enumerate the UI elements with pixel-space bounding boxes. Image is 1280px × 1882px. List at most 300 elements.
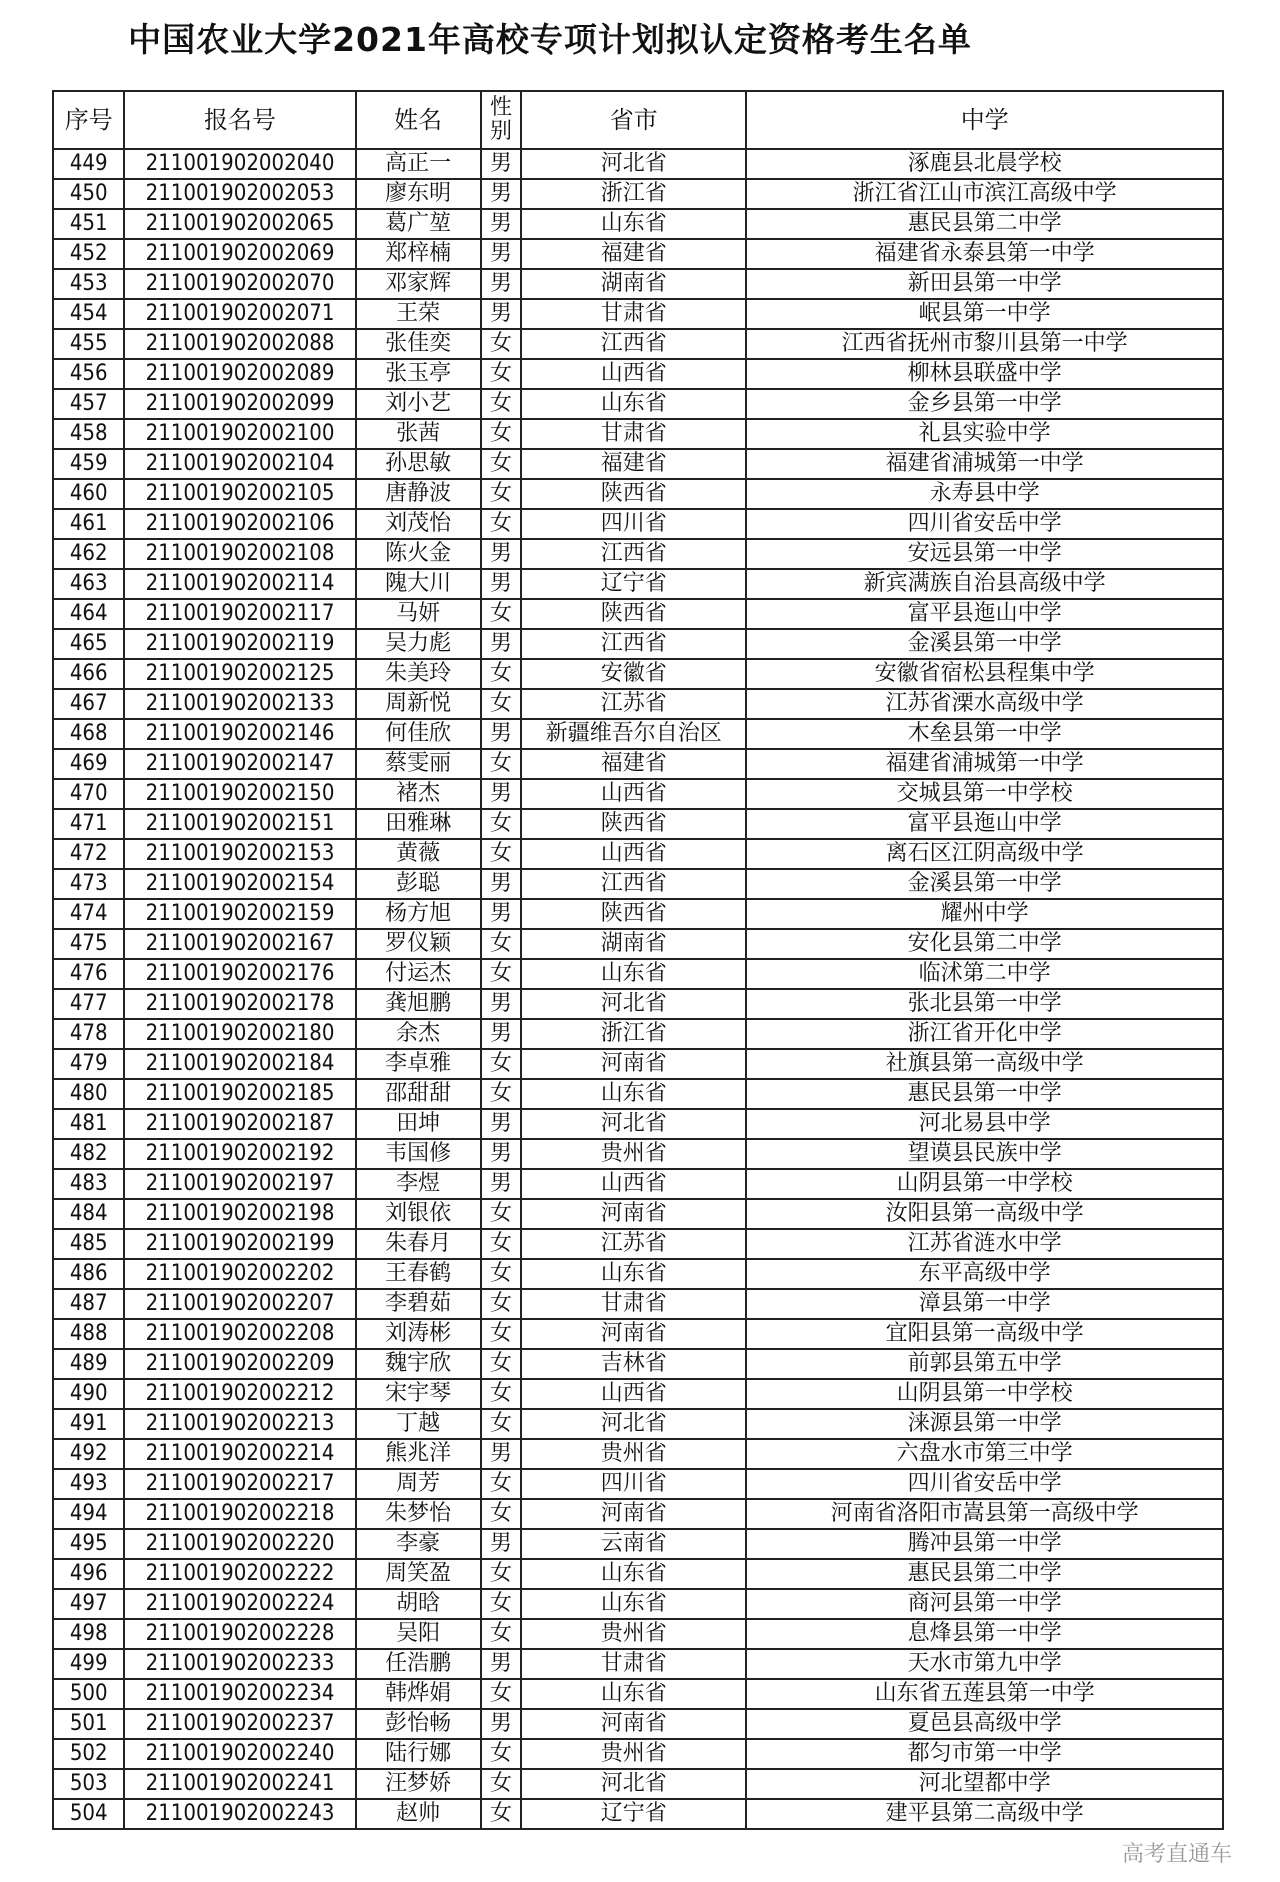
cell-province: 四川省 — [521, 1469, 746, 1499]
cell-index: 501 — [53, 1709, 124, 1739]
cell-school: 岷县第一中学 — [746, 299, 1223, 329]
cell-school: 浙江省开化中学 — [746, 1019, 1223, 1049]
cell-province: 山西省 — [521, 1379, 746, 1409]
table-row — [53, 749, 1223, 779]
cell-name: 李煜 — [356, 1169, 481, 1199]
cell-gender: 女 — [481, 509, 522, 539]
cell-registration-number: 211001902002198 — [124, 1199, 355, 1229]
cell-school: 涿鹿县北晨学校 — [746, 149, 1223, 179]
table-row — [53, 1079, 1223, 1109]
cell-school: 宜阳县第一高级中学 — [746, 1319, 1223, 1349]
cell-province: 陕西省 — [521, 599, 746, 629]
cell-gender: 女 — [481, 449, 522, 479]
cell-gender: 男 — [481, 719, 522, 749]
cell-name: 任浩鹏 — [356, 1649, 481, 1679]
cell-name: 马妍 — [356, 599, 481, 629]
cell-name: 黄薇 — [356, 839, 481, 869]
cell-school: 山阴县第一中学校 — [746, 1379, 1223, 1409]
cell-registration-number: 211001902002133 — [124, 689, 355, 719]
cell-school: 新田县第一中学 — [746, 269, 1223, 299]
cell-gender: 男 — [481, 149, 522, 179]
table-row — [53, 479, 1223, 509]
cell-index: 488 — [53, 1319, 124, 1349]
table-row — [53, 1169, 1223, 1199]
cell-name: 邵甜甜 — [356, 1079, 481, 1109]
cell-school: 四川省安岳中学 — [746, 509, 1223, 539]
cell-school: 前郭县第五中学 — [746, 1349, 1223, 1379]
cell-gender: 女 — [481, 329, 522, 359]
cell-index: 468 — [53, 719, 124, 749]
header-index: 序号 — [53, 91, 124, 149]
cell-index: 471 — [53, 809, 124, 839]
cell-registration-number: 211001902002224 — [124, 1589, 355, 1619]
cell-name: 彭聪 — [356, 869, 481, 899]
table-row — [53, 269, 1223, 299]
table-row — [53, 209, 1223, 239]
table-row — [53, 1799, 1223, 1829]
table-row — [53, 299, 1223, 329]
table-row — [53, 839, 1223, 869]
cell-index: 497 — [53, 1589, 124, 1619]
cell-index: 487 — [53, 1289, 124, 1319]
cell-province: 新疆维吾尔自治区 — [521, 719, 746, 749]
cell-name: 汪梦娇 — [356, 1769, 481, 1799]
candidate-table — [52, 90, 1224, 1830]
cell-index: 463 — [53, 569, 124, 599]
cell-registration-number: 211001902002241 — [124, 1769, 355, 1799]
table-row — [53, 989, 1223, 1019]
cell-province: 浙江省 — [521, 179, 746, 209]
cell-registration-number: 211001902002114 — [124, 569, 355, 599]
cell-registration-number: 211001902002053 — [124, 179, 355, 209]
table-row — [53, 1319, 1223, 1349]
cell-province: 山东省 — [521, 209, 746, 239]
cell-school: 建平县第二高级中学 — [746, 1799, 1223, 1829]
cell-school: 木垒县第一中学 — [746, 719, 1223, 749]
table-row — [53, 1589, 1223, 1619]
cell-province: 山东省 — [521, 959, 746, 989]
cell-gender: 女 — [481, 929, 522, 959]
table-row — [53, 1709, 1223, 1739]
cell-registration-number: 211001902002154 — [124, 869, 355, 899]
cell-index: 474 — [53, 899, 124, 929]
cell-index: 495 — [53, 1529, 124, 1559]
cell-registration-number: 211001902002209 — [124, 1349, 355, 1379]
cell-name: 刘茂怡 — [356, 509, 481, 539]
cell-name: 魏宇欣 — [356, 1349, 481, 1379]
cell-gender: 女 — [481, 959, 522, 989]
table-row — [53, 1559, 1223, 1589]
cell-school: 山阴县第一中学校 — [746, 1169, 1223, 1199]
cell-index: 470 — [53, 779, 124, 809]
cell-gender: 男 — [481, 629, 522, 659]
cell-name: 蔡雯丽 — [356, 749, 481, 779]
cell-registration-number: 211001902002220 — [124, 1529, 355, 1559]
cell-registration-number: 211001902002100 — [124, 419, 355, 449]
cell-school: 新宾满族自治县高级中学 — [746, 569, 1223, 599]
table-row — [53, 899, 1223, 929]
cell-name: 周芳 — [356, 1469, 481, 1499]
cell-gender: 女 — [481, 749, 522, 779]
table-row — [53, 569, 1223, 599]
cell-province: 河北省 — [521, 1109, 746, 1139]
cell-index: 503 — [53, 1769, 124, 1799]
table-row — [53, 1499, 1223, 1529]
cell-name: 郑梓楠 — [356, 239, 481, 269]
table-row — [53, 779, 1223, 809]
cell-province: 河南省 — [521, 1319, 746, 1349]
cell-index: 454 — [53, 299, 124, 329]
cell-province: 山东省 — [521, 1559, 746, 1589]
cell-registration-number: 211001902002117 — [124, 599, 355, 629]
cell-registration-number: 211001902002125 — [124, 659, 355, 689]
table-row — [53, 179, 1223, 209]
cell-school: 江西省抚州市黎川县第一中学 — [746, 329, 1223, 359]
table-row — [53, 1679, 1223, 1709]
cell-name: 付运杰 — [356, 959, 481, 989]
cell-gender: 男 — [481, 1649, 522, 1679]
cell-school: 富平县迤山中学 — [746, 599, 1223, 629]
cell-name: 何佳欣 — [356, 719, 481, 749]
cell-province: 河南省 — [521, 1199, 746, 1229]
cell-province: 江西省 — [521, 869, 746, 899]
cell-school: 天水市第九中学 — [746, 1649, 1223, 1679]
cell-province: 贵州省 — [521, 1619, 746, 1649]
cell-registration-number: 211001902002146 — [124, 719, 355, 749]
cell-name: 丁越 — [356, 1409, 481, 1439]
cell-index: 464 — [53, 599, 124, 629]
cell-province: 山西省 — [521, 1169, 746, 1199]
cell-name: 彭怡畅 — [356, 1709, 481, 1739]
cell-gender: 男 — [481, 869, 522, 899]
table-row — [53, 1349, 1223, 1379]
cell-province: 福建省 — [521, 449, 746, 479]
cell-gender: 男 — [481, 1529, 522, 1559]
header-name: 姓名 — [356, 91, 481, 149]
cell-registration-number: 211001902002119 — [124, 629, 355, 659]
cell-name: 褚杰 — [356, 779, 481, 809]
cell-registration-number: 211001902002151 — [124, 809, 355, 839]
cell-gender: 女 — [481, 389, 522, 419]
cell-name: 朱春月 — [356, 1229, 481, 1259]
cell-gender: 男 — [481, 779, 522, 809]
cell-school: 金溪县第一中学 — [746, 869, 1223, 899]
cell-province: 山西省 — [521, 779, 746, 809]
cell-registration-number: 211001902002159 — [124, 899, 355, 929]
table-row — [53, 1019, 1223, 1049]
cell-registration-number: 211001902002153 — [124, 839, 355, 869]
cell-index: 455 — [53, 329, 124, 359]
table-row — [53, 959, 1223, 989]
cell-registration-number: 211001902002213 — [124, 1409, 355, 1439]
cell-index: 499 — [53, 1649, 124, 1679]
cell-name: 田坤 — [356, 1109, 481, 1139]
cell-name: 宋宇琴 — [356, 1379, 481, 1409]
cell-registration-number: 211001902002176 — [124, 959, 355, 989]
cell-registration-number: 211001902002180 — [124, 1019, 355, 1049]
cell-province: 福建省 — [521, 749, 746, 779]
cell-gender: 男 — [481, 239, 522, 269]
cell-index: 480 — [53, 1079, 124, 1109]
cell-index: 489 — [53, 1349, 124, 1379]
cell-registration-number: 211001902002214 — [124, 1439, 355, 1469]
cell-registration-number: 211001902002099 — [124, 389, 355, 419]
cell-school: 江苏省溧水高级中学 — [746, 689, 1223, 719]
cell-province: 陕西省 — [521, 809, 746, 839]
cell-gender: 女 — [481, 599, 522, 629]
cell-name: 韩烨娟 — [356, 1679, 481, 1709]
cell-index: 472 — [53, 839, 124, 869]
cell-index: 500 — [53, 1679, 124, 1709]
cell-registration-number: 211001902002069 — [124, 239, 355, 269]
cell-registration-number: 211001902002070 — [124, 269, 355, 299]
cell-gender: 男 — [481, 269, 522, 299]
cell-gender: 女 — [481, 659, 522, 689]
table-row — [53, 419, 1223, 449]
cell-registration-number: 211001902002240 — [124, 1739, 355, 1769]
table-row — [53, 1259, 1223, 1289]
cell-name: 葛广堃 — [356, 209, 481, 239]
cell-registration-number: 211001902002147 — [124, 749, 355, 779]
cell-province: 甘肃省 — [521, 419, 746, 449]
table-row — [53, 1289, 1223, 1319]
cell-school: 腾冲县第一中学 — [746, 1529, 1223, 1559]
cell-school: 都匀市第一中学 — [746, 1739, 1223, 1769]
cell-name: 熊兆洋 — [356, 1439, 481, 1469]
cell-name: 高正一 — [356, 149, 481, 179]
cell-province: 云南省 — [521, 1529, 746, 1559]
table-row — [53, 1739, 1223, 1769]
cell-name: 李豪 — [356, 1529, 481, 1559]
cell-gender: 男 — [481, 899, 522, 929]
table-row — [53, 869, 1223, 899]
cell-school: 惠民县第二中学 — [746, 209, 1223, 239]
cell-registration-number: 211001902002106 — [124, 509, 355, 539]
table-row — [53, 1439, 1223, 1469]
cell-school: 江苏省涟水中学 — [746, 1229, 1223, 1259]
table-row — [53, 629, 1223, 659]
cell-school: 安化县第二中学 — [746, 929, 1223, 959]
cell-province: 四川省 — [521, 509, 746, 539]
table-row — [53, 1769, 1223, 1799]
cell-registration-number: 211001902002218 — [124, 1499, 355, 1529]
cell-name: 赵帅 — [356, 1799, 481, 1829]
cell-name: 张佳奕 — [356, 329, 481, 359]
cell-province: 河北省 — [521, 989, 746, 1019]
cell-index: 460 — [53, 479, 124, 509]
cell-province: 福建省 — [521, 239, 746, 269]
cell-name: 刘涛彬 — [356, 1319, 481, 1349]
cell-name: 朱梦怡 — [356, 1499, 481, 1529]
cell-registration-number: 211001902002202 — [124, 1259, 355, 1289]
cell-name: 李碧茹 — [356, 1289, 481, 1319]
cell-gender: 女 — [481, 1379, 522, 1409]
cell-school: 富平县迤山中学 — [746, 809, 1223, 839]
header-school: 中学 — [746, 91, 1223, 149]
cell-registration-number: 211001902002222 — [124, 1559, 355, 1589]
cell-province: 山东省 — [521, 1589, 746, 1619]
cell-registration-number: 211001902002150 — [124, 779, 355, 809]
cell-gender: 男 — [481, 1019, 522, 1049]
cell-name: 韦国修 — [356, 1139, 481, 1169]
cell-school: 商河县第一中学 — [746, 1589, 1223, 1619]
cell-gender: 男 — [481, 179, 522, 209]
cell-gender: 男 — [481, 299, 522, 329]
cell-province: 浙江省 — [521, 1019, 746, 1049]
cell-index: 450 — [53, 179, 124, 209]
table-row — [53, 1409, 1223, 1439]
cell-registration-number: 211001902002040 — [124, 149, 355, 179]
cell-name: 张玉亭 — [356, 359, 481, 389]
cell-name: 朱美玲 — [356, 659, 481, 689]
cell-name: 王春鹤 — [356, 1259, 481, 1289]
cell-index: 458 — [53, 419, 124, 449]
table-row — [53, 539, 1223, 569]
cell-province: 江西省 — [521, 539, 746, 569]
cell-gender: 女 — [481, 1079, 522, 1109]
cell-school: 福建省浦城第一中学 — [746, 449, 1223, 479]
cell-registration-number: 211001902002228 — [124, 1619, 355, 1649]
cell-gender: 女 — [481, 1319, 522, 1349]
cell-name: 陆行娜 — [356, 1739, 481, 1769]
cell-school: 安徽省宿松县程集中学 — [746, 659, 1223, 689]
cell-gender: 男 — [481, 539, 522, 569]
cell-province: 河南省 — [521, 1499, 746, 1529]
cell-province: 江西省 — [521, 629, 746, 659]
cell-gender: 男 — [481, 569, 522, 599]
cell-school: 漳县第一中学 — [746, 1289, 1223, 1319]
cell-index: 484 — [53, 1199, 124, 1229]
cell-name: 唐静波 — [356, 479, 481, 509]
cell-registration-number: 211001902002065 — [124, 209, 355, 239]
cell-index: 453 — [53, 269, 124, 299]
cell-index: 475 — [53, 929, 124, 959]
cell-school: 耀州中学 — [746, 899, 1223, 929]
cell-index: 451 — [53, 209, 124, 239]
cell-gender: 女 — [481, 1799, 522, 1829]
table-row — [53, 449, 1223, 479]
cell-index: 478 — [53, 1019, 124, 1049]
cell-province: 贵州省 — [521, 1439, 746, 1469]
table-row — [53, 1379, 1223, 1409]
cell-gender: 男 — [481, 1439, 522, 1469]
cell-gender: 男 — [481, 989, 522, 1019]
cell-name: 张茜 — [356, 419, 481, 449]
cell-registration-number: 211001902002167 — [124, 929, 355, 959]
cell-province: 山东省 — [521, 1079, 746, 1109]
cell-school: 四川省安岳中学 — [746, 1469, 1223, 1499]
cell-province: 陕西省 — [521, 479, 746, 509]
cell-name: 余杰 — [356, 1019, 481, 1049]
cell-gender: 女 — [481, 689, 522, 719]
cell-name: 廖东明 — [356, 179, 481, 209]
cell-index: 494 — [53, 1499, 124, 1529]
cell-school: 临沭第二中学 — [746, 959, 1223, 989]
cell-name: 孙思敏 — [356, 449, 481, 479]
cell-province: 山东省 — [521, 1679, 746, 1709]
cell-gender: 女 — [481, 839, 522, 869]
cell-gender: 女 — [481, 1559, 522, 1589]
cell-name: 王荣 — [356, 299, 481, 329]
cell-index: 465 — [53, 629, 124, 659]
table-row — [53, 329, 1223, 359]
cell-registration-number: 211001902002234 — [124, 1679, 355, 1709]
cell-province: 贵州省 — [521, 1739, 746, 1769]
cell-gender: 男 — [481, 1139, 522, 1169]
cell-registration-number: 211001902002184 — [124, 1049, 355, 1079]
cell-province: 辽宁省 — [521, 1799, 746, 1829]
cell-school: 福建省浦城第一中学 — [746, 749, 1223, 779]
cell-registration-number: 211001902002088 — [124, 329, 355, 359]
cell-name: 刘小艺 — [356, 389, 481, 419]
table-row — [53, 689, 1223, 719]
cell-gender: 女 — [481, 1349, 522, 1379]
cell-registration-number: 211001902002208 — [124, 1319, 355, 1349]
cell-registration-number: 211001902002233 — [124, 1649, 355, 1679]
cell-index: 467 — [53, 689, 124, 719]
watermark: 高考直通车 — [1121, 1842, 1232, 1867]
cell-name: 周新悦 — [356, 689, 481, 719]
cell-province: 甘肃省 — [521, 1649, 746, 1679]
cell-province: 陕西省 — [521, 899, 746, 929]
cell-registration-number: 211001902002192 — [124, 1139, 355, 1169]
cell-gender: 女 — [481, 1499, 522, 1529]
cell-registration-number: 211001902002207 — [124, 1289, 355, 1319]
cell-province: 甘肃省 — [521, 299, 746, 329]
cell-school: 离石区江阴高级中学 — [746, 839, 1223, 869]
cell-gender: 女 — [481, 479, 522, 509]
cell-school: 山东省五莲县第一中学 — [746, 1679, 1223, 1709]
table-header-row — [53, 91, 1223, 149]
cell-gender: 男 — [481, 209, 522, 239]
cell-province: 辽宁省 — [521, 569, 746, 599]
cell-province: 河北省 — [521, 149, 746, 179]
cell-index: 491 — [53, 1409, 124, 1439]
cell-gender: 女 — [481, 1619, 522, 1649]
cell-index: 452 — [53, 239, 124, 269]
cell-index: 504 — [53, 1799, 124, 1829]
cell-index: 457 — [53, 389, 124, 419]
cell-index: 490 — [53, 1379, 124, 1409]
table-row — [53, 149, 1223, 179]
cell-school: 河北望都中学 — [746, 1769, 1223, 1799]
cell-index: 493 — [53, 1469, 124, 1499]
cell-name: 周笑盈 — [356, 1559, 481, 1589]
table-row — [53, 389, 1223, 419]
cell-registration-number: 211001902002178 — [124, 989, 355, 1019]
header-gender: 性别 — [481, 91, 522, 149]
cell-province: 山东省 — [521, 1259, 746, 1289]
cell-index: 466 — [53, 659, 124, 689]
cell-gender: 女 — [481, 1679, 522, 1709]
table-row — [53, 509, 1223, 539]
cell-gender: 女 — [481, 809, 522, 839]
cell-school: 礼县实验中学 — [746, 419, 1223, 449]
cell-province: 吉林省 — [521, 1349, 746, 1379]
cell-gender: 女 — [481, 1289, 522, 1319]
cell-name: 田雅琳 — [356, 809, 481, 839]
cell-school: 东平高级中学 — [746, 1259, 1223, 1289]
cell-school: 金溪县第一中学 — [746, 629, 1223, 659]
cell-index: 459 — [53, 449, 124, 479]
cell-name: 刘银依 — [356, 1199, 481, 1229]
cell-province: 山西省 — [521, 359, 746, 389]
cell-province: 河北省 — [521, 1769, 746, 1799]
cell-index: 492 — [53, 1439, 124, 1469]
cell-registration-number: 211001902002237 — [124, 1709, 355, 1739]
cell-gender: 女 — [481, 1259, 522, 1289]
table-row — [53, 1649, 1223, 1679]
